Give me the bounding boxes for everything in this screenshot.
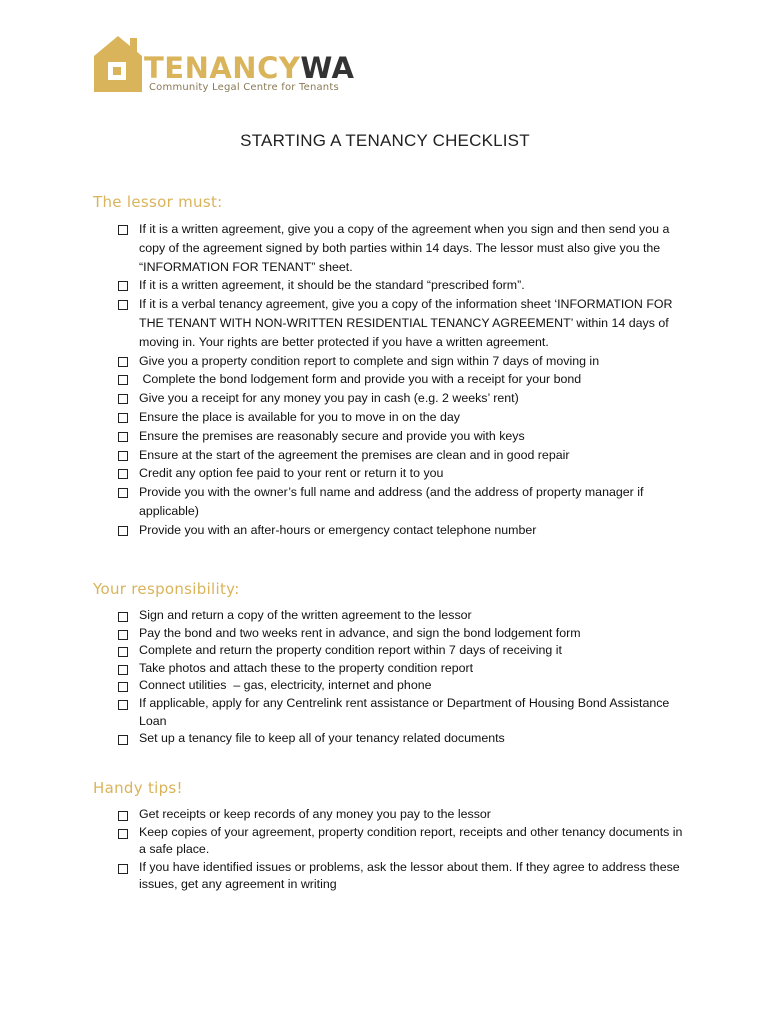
list-item bbox=[117, 824, 687, 859]
list-item bbox=[117, 677, 687, 695]
tenancywa-logo bbox=[92, 34, 355, 96]
list-item bbox=[117, 408, 687, 427]
list-item-text: Provide you with the owner’s full name and address (and the address of property manager if applicable) bbox=[139, 485, 644, 518]
page-title: STARTING A TENANCY CHECKLIST bbox=[240, 131, 530, 150]
list-item bbox=[117, 220, 687, 276]
list-item bbox=[117, 521, 687, 540]
list-item bbox=[117, 276, 687, 295]
list-item-text: Give you a property condition report to complete and sign within 7 days of moving in bbox=[139, 353, 600, 368]
list-item-text: Get receipts or keep records of any money you pay to the lessor bbox=[139, 807, 491, 821]
lessor-checklist bbox=[117, 220, 687, 540]
logo-word-tenancy: TENANCY bbox=[144, 51, 301, 85]
list-item-text: Ensure at the start of the agreement the premises are clean and in good repair bbox=[139, 447, 570, 462]
responsibility-checklist bbox=[117, 607, 687, 748]
tips-checklist bbox=[117, 806, 687, 894]
checkbox-icon[interactable] bbox=[118, 647, 128, 657]
list-item-text: Set up a tenancy file to keep all of your tenancy related documents bbox=[139, 731, 505, 746]
list-item bbox=[117, 427, 687, 446]
list-item bbox=[117, 806, 687, 824]
checkbox-icon[interactable] bbox=[118, 281, 128, 291]
checkbox-icon[interactable] bbox=[118, 469, 128, 479]
logo-word-wa: WA bbox=[300, 51, 355, 85]
checkbox-icon[interactable] bbox=[118, 225, 128, 235]
list-item-text: If it is a written agreement, give you a copy of the agreement when you sign and then send you a copy of the agreement signed by both parties within 14 days. The lessor must also give you the “INFORMATION FOR TENANT” sheet. bbox=[139, 222, 670, 274]
checkbox-icon[interactable] bbox=[118, 375, 128, 385]
list-item bbox=[117, 625, 687, 643]
list-item-text: Sign and return a copy of the written agreement to the lessor bbox=[139, 608, 472, 622]
list-item-text: Keep copies of your agreement, property condition report, receipts and other tenancy documents in a safe place. bbox=[139, 824, 683, 857]
section-heading-responsibility: Your responsibility: bbox=[93, 580, 240, 598]
checkbox-icon[interactable] bbox=[118, 829, 128, 839]
checkbox-icon[interactable] bbox=[118, 735, 128, 745]
checkbox-icon[interactable] bbox=[118, 700, 128, 710]
list-item bbox=[117, 370, 687, 389]
list-item-text: Complete and return the property condition report within 7 days of receiving it bbox=[139, 643, 562, 658]
checkbox-icon[interactable] bbox=[118, 612, 128, 622]
checkbox-icon[interactable] bbox=[118, 811, 128, 821]
checkbox-icon[interactable] bbox=[118, 682, 128, 692]
checkbox-icon[interactable] bbox=[118, 630, 128, 640]
list-item bbox=[117, 859, 687, 894]
list-item-text: Ensure the premises are reasonably secure and provide you with keys bbox=[139, 428, 525, 443]
checkbox-icon[interactable] bbox=[118, 394, 128, 404]
list-item-text: Ensure the place is available for you to move in on the day bbox=[139, 409, 460, 424]
list-item-text: If it is a written agreement, it should be the standard “prescribed form”. bbox=[139, 278, 525, 293]
checkbox-icon[interactable] bbox=[118, 488, 128, 498]
checkbox-icon[interactable] bbox=[118, 413, 128, 423]
checkbox-icon[interactable] bbox=[118, 451, 128, 461]
list-item bbox=[117, 730, 687, 748]
list-item-text: Complete the bond lodgement form and provide you with a receipt for your bond bbox=[139, 372, 582, 387]
list-item bbox=[117, 464, 687, 483]
list-item bbox=[117, 483, 687, 521]
section-heading-lessor: The lessor must: bbox=[93, 193, 223, 211]
list-item bbox=[117, 642, 687, 660]
list-item-text: If you have identified issues or problems, ask the lessor about them. If they agree to address these issues, get any agreement in writing bbox=[139, 859, 680, 892]
list-item bbox=[117, 446, 687, 465]
list-item-text: Pay the bond and two weeks rent in advance, and sign the bond lodgement form bbox=[139, 625, 581, 640]
checkbox-icon[interactable] bbox=[118, 665, 128, 675]
checkbox-icon[interactable] bbox=[118, 432, 128, 442]
list-item bbox=[117, 295, 687, 351]
list-item-text: If applicable, apply for any Centrelink rent assistance or Department of Housing Bond Assistance Loan bbox=[139, 695, 670, 728]
list-item-text: Give you a receipt for any money you pay in cash (e.g. 2 weeks’ rent) bbox=[139, 391, 519, 406]
house-logo-icon bbox=[92, 34, 148, 94]
checkbox-icon[interactable] bbox=[118, 357, 128, 367]
checkbox-icon[interactable] bbox=[118, 864, 128, 874]
list-item bbox=[117, 352, 687, 371]
logo-wordmark bbox=[144, 51, 355, 85]
list-item bbox=[117, 389, 687, 408]
list-item bbox=[117, 660, 687, 678]
list-item-text: Credit any option fee paid to your rent or return it to you bbox=[139, 466, 444, 481]
list-item-text: Take photos and attach these to the property condition report bbox=[139, 660, 474, 675]
checkbox-icon[interactable] bbox=[118, 526, 128, 536]
list-item bbox=[117, 607, 687, 625]
list-item-text: Provide you with an after-hours or emergency contact telephone number bbox=[139, 522, 537, 537]
list-item bbox=[117, 695, 687, 730]
list-item-text: If it is a verbal tenancy agreement, give you a copy of the information sheet ‘INFORMATION FOR THE TENANT WITH NON-WRITTEN RESIDENTIAL TENANCY AGREEMENT’ within 14 days of moving in. Your rights are better protected if you have a written agreement. bbox=[139, 297, 673, 349]
checkbox-icon[interactable] bbox=[118, 300, 128, 310]
logo-tagline: Community Legal Centre for Tenants bbox=[149, 82, 339, 93]
section-heading-tips: Handy tips! bbox=[93, 779, 183, 797]
list-item-text: Connect utilities – gas, electricity, internet and phone bbox=[139, 678, 432, 693]
